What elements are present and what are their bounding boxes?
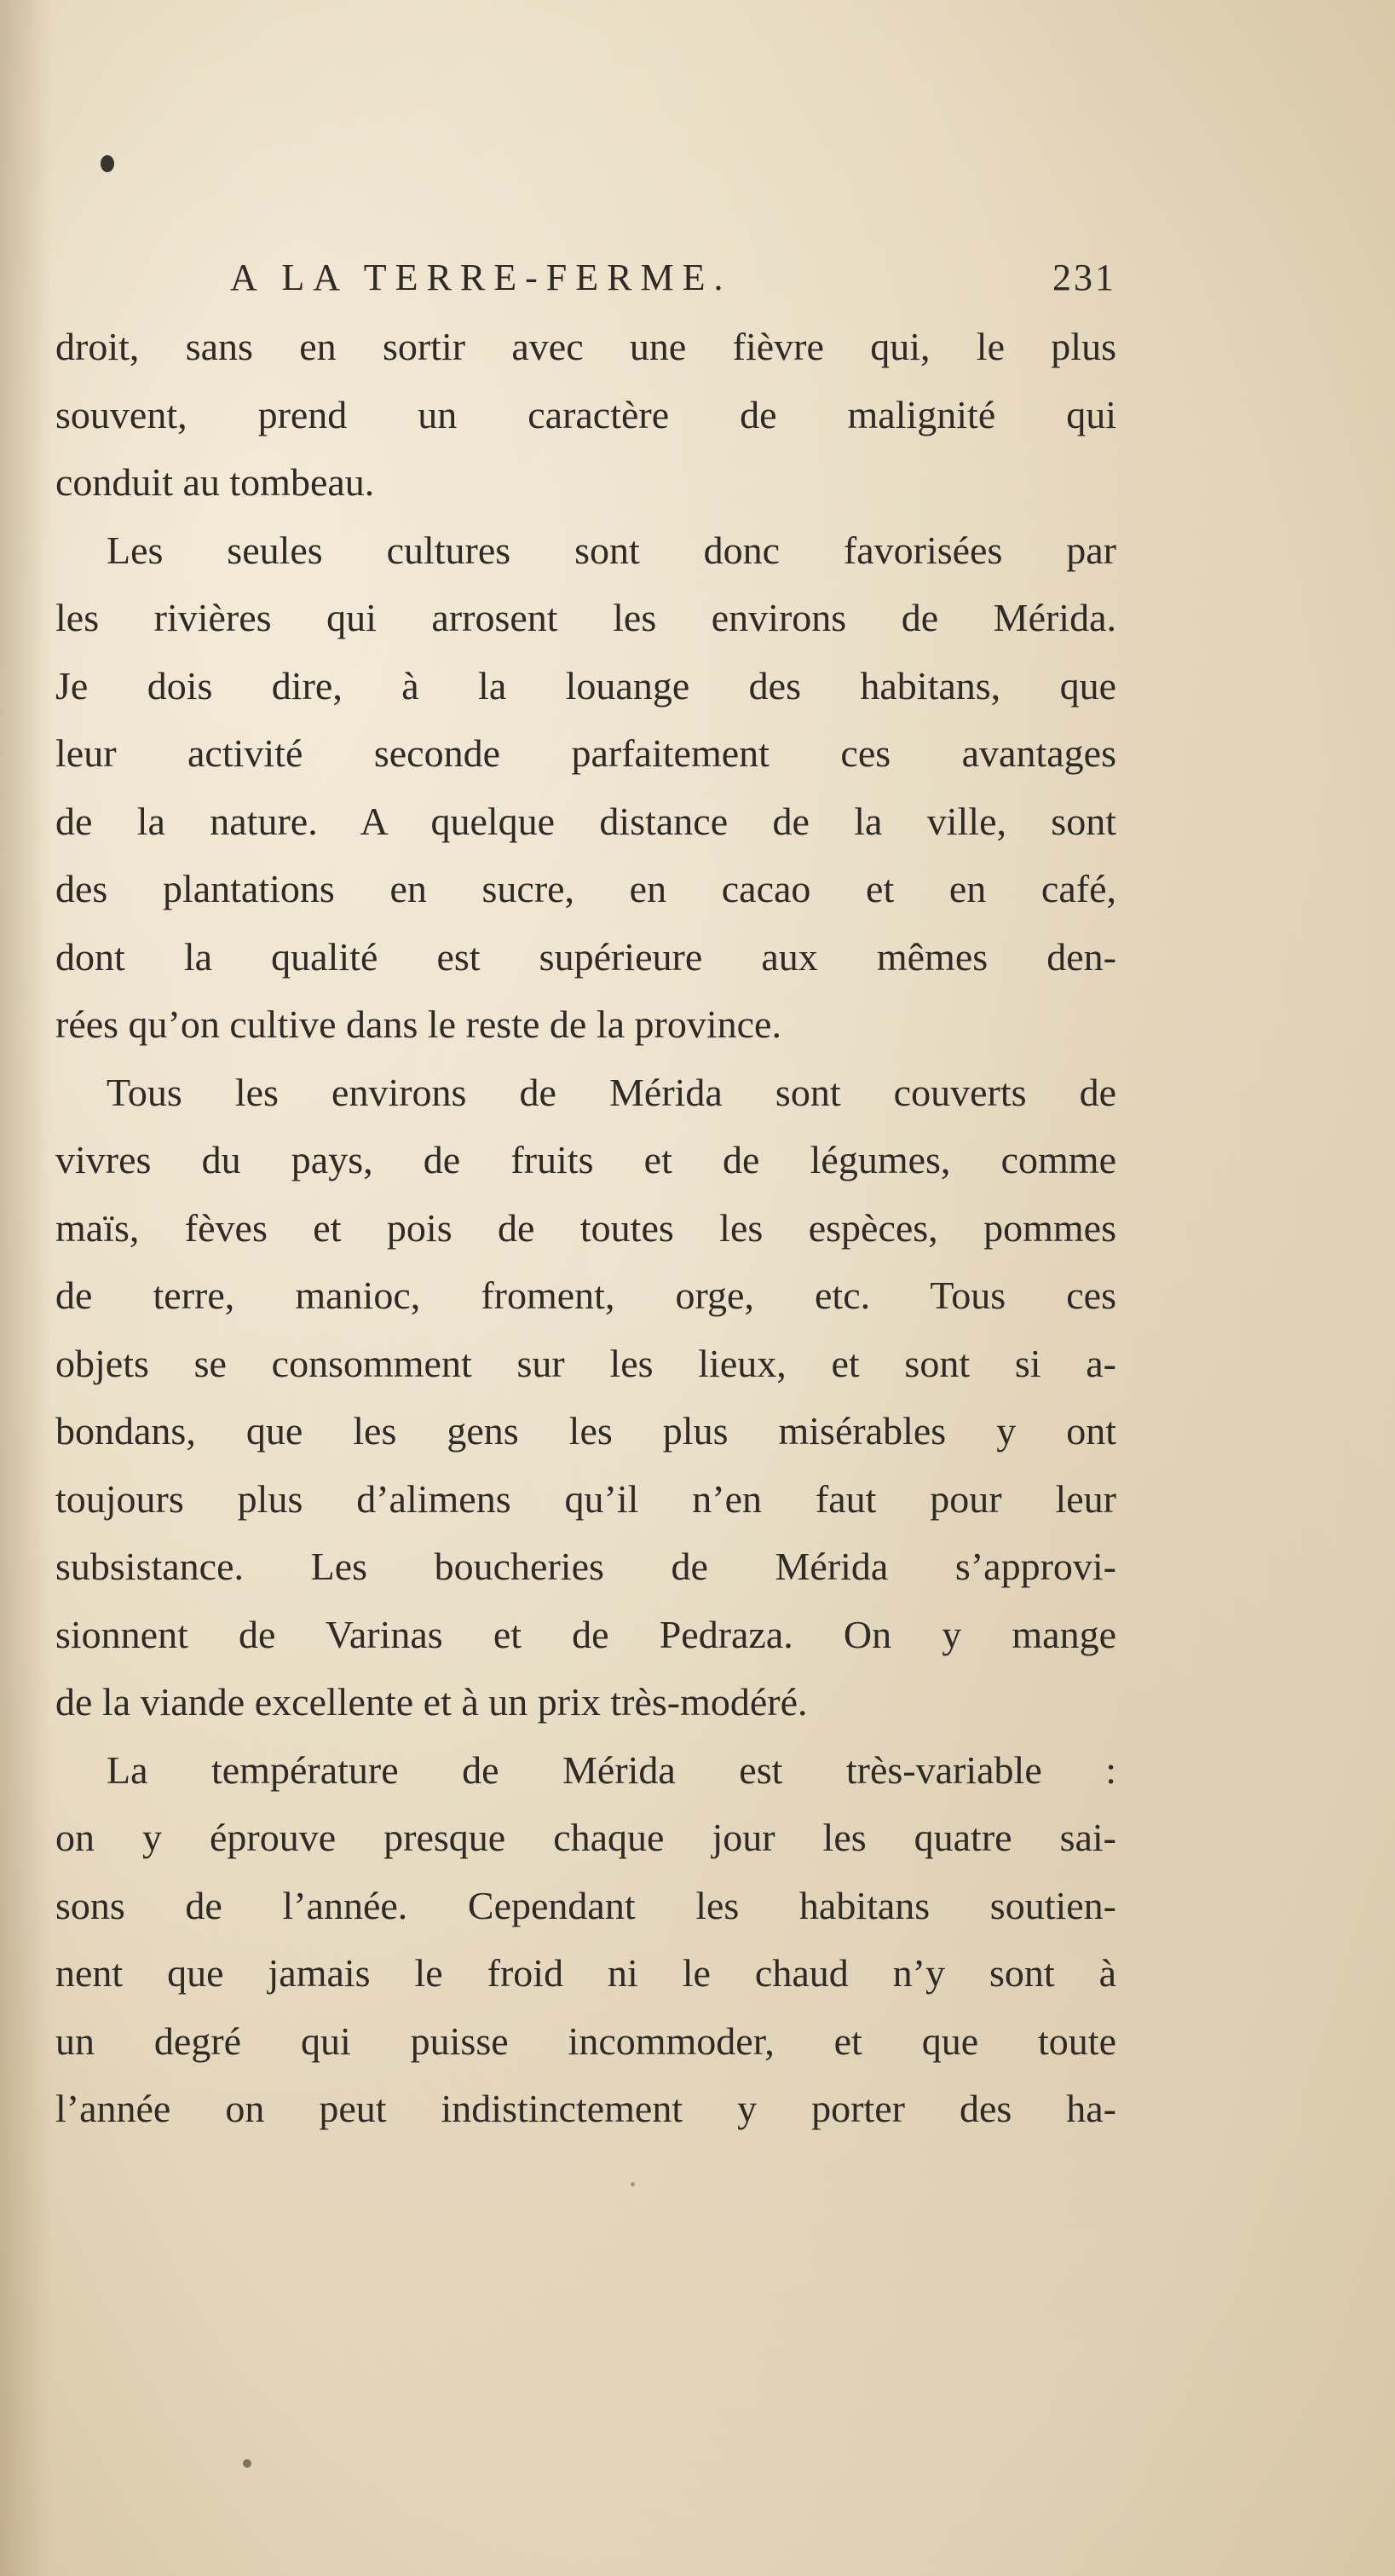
text-line: leur activité seconde parfaitement ces avantages (55, 731, 1116, 775)
text-line: subsistance. Les boucheries de Mérida s’approvi- (55, 1545, 1116, 1588)
page-header (230, 256, 1116, 307)
text-line: on y éprouve presque chaque jour les quatre sai- (55, 1816, 1116, 1859)
text-line: dont la qualité est supérieure aux mêmes den- (55, 934, 1116, 979)
text-line: de terre, manioc, froment, orge, etc. Tous ces (55, 1274, 1116, 1317)
text-line: de la nature. A quelque distance de la ville, sont (55, 799, 1116, 843)
text-line: Les seules cultures sont donc favorisées par (107, 528, 1116, 572)
text-line: objets se consomment sur les lieux, et sont si a- (55, 1341, 1116, 1385)
text-line: rées qu’on cultive dans le reste de la province. (55, 1002, 781, 1046)
ink-speck (631, 2182, 635, 2186)
page-number: 231 (1052, 257, 1116, 298)
text-line: des plantations en sucre, en cacao et en café, (55, 867, 1116, 910)
text-line: droit, sans en sortir avec une fièvre qui, le plus (55, 325, 1116, 368)
text-line: Tous les environs de Mérida sont couverts de (107, 1070, 1116, 1114)
text-line: nent que jamais le froid ni le chaud n’y sont à (55, 1951, 1116, 1995)
ink-speck (243, 2459, 251, 2468)
text-line: sons de l’année. Cependant les habitans soutien- (55, 1883, 1116, 1927)
text-line: maïs, fèves et pois de toutes les espèces, pommes (55, 1205, 1116, 1250)
gutter-shadow (0, 0, 51, 2576)
text-line: les rivières qui arrosent les environs de Mérida. (55, 596, 1116, 639)
text-line: bondans, que les gens les plus misérables y ont (55, 1409, 1116, 1453)
text-line: vivres du pays, de fruits et de légumes, comme (55, 1138, 1116, 1181)
text-line: de la viande excellente et à un prix très-modéré. (55, 1680, 808, 1724)
text-line: sionnent de Varinas et de Pedraza. On y mange (55, 1612, 1116, 1656)
text-line: conduit au tombeau. (55, 460, 375, 504)
text-line: Je dois dire, à la louange des habitans, que (55, 663, 1116, 708)
ink-blot-mark (101, 155, 114, 172)
text-line: un degré qui puisse incommoder, et que toute (55, 2019, 1116, 2063)
running-head: A LA TERRE-FERME. (230, 257, 732, 298)
text-line: souvent, prend un caractère de malignité qui (55, 392, 1116, 436)
text-line: toujours plus d’alimens qu’il n’en faut pour leur (55, 1476, 1116, 1521)
text-line: l’année on peut indistinctement y porter des ha- (55, 2087, 1116, 2130)
text-line: La température de Mérida est très-variable : (107, 1747, 1116, 1792)
body-text (55, 313, 1116, 2143)
